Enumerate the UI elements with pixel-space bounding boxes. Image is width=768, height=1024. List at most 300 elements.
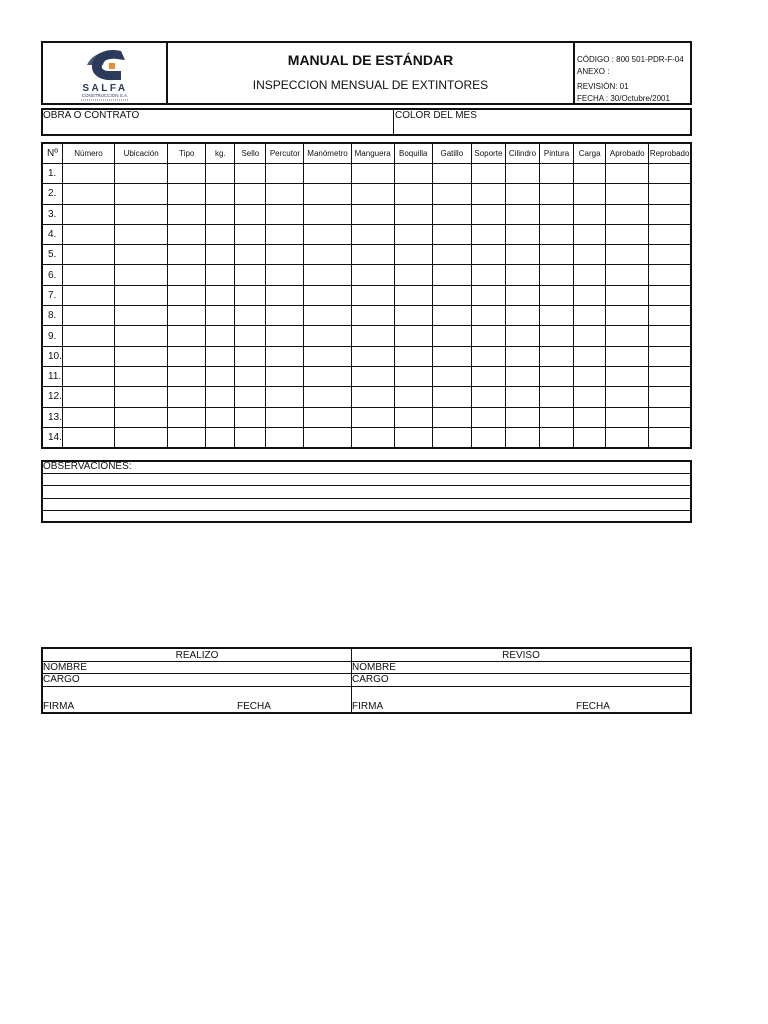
observaciones-label: OBSERVACIONES: (43, 461, 132, 472)
table-cell[interactable] (394, 326, 432, 346)
table-cell[interactable] (574, 245, 606, 265)
table-cell[interactable] (540, 366, 574, 386)
table-cell[interactable] (235, 224, 266, 244)
table-cell[interactable] (115, 224, 168, 244)
table-cell[interactable] (168, 387, 206, 407)
table-cell[interactable] (304, 245, 351, 265)
table-cell[interactable] (574, 164, 606, 184)
table-cell[interactable] (540, 387, 574, 407)
table-cell[interactable] (304, 306, 351, 326)
table-cell[interactable] (62, 407, 114, 427)
table-cell[interactable] (168, 265, 206, 285)
table-cell[interactable] (304, 427, 351, 448)
table-cell[interactable] (115, 326, 168, 346)
table-cell[interactable] (266, 427, 304, 448)
table-cell[interactable] (505, 224, 539, 244)
document-subtitle: INSPECCION MENSUAL DE EXTINTORES (252, 78, 489, 92)
table-cell[interactable] (235, 184, 266, 204)
table-row (42, 366, 691, 386)
table-cell[interactable] (432, 366, 471, 386)
table-row (42, 204, 691, 224)
table-cell[interactable] (505, 245, 539, 265)
reviso-column (352, 649, 690, 712)
table-cell[interactable] (432, 326, 471, 346)
table-cell[interactable] (540, 346, 574, 366)
table-cell[interactable] (540, 285, 574, 305)
table-cell[interactable] (505, 285, 539, 305)
table-cell[interactable] (304, 346, 351, 366)
realizo-firma-label: FIRMA (43, 701, 75, 712)
table-cell[interactable] (432, 285, 471, 305)
table-cell[interactable] (235, 366, 266, 386)
table-cell[interactable] (206, 265, 235, 285)
table-cell[interactable] (62, 387, 114, 407)
table-cell[interactable] (606, 346, 649, 366)
table-cell[interactable] (115, 204, 168, 224)
table-cell[interactable] (206, 184, 235, 204)
table-cell[interactable] (606, 245, 649, 265)
column-header: Soporte (471, 143, 505, 164)
table-cell[interactable] (432, 184, 471, 204)
table-cell[interactable] (574, 285, 606, 305)
table-cell[interactable] (574, 407, 606, 427)
table-cell[interactable] (471, 366, 505, 386)
salfa-logo-icon (43, 43, 168, 103)
table-cell[interactable] (62, 164, 114, 184)
table-cell[interactable] (574, 204, 606, 224)
table-cell[interactable] (304, 265, 351, 285)
table-cell[interactable] (62, 204, 114, 224)
table-cell[interactable] (168, 184, 206, 204)
table-cell[interactable] (540, 427, 574, 448)
table-cell[interactable] (574, 387, 606, 407)
row-number: 6. (42, 265, 62, 285)
table-cell[interactable] (235, 164, 266, 184)
table-cell[interactable] (266, 164, 304, 184)
table-cell[interactable] (394, 285, 432, 305)
table-cell[interactable] (606, 407, 649, 427)
table-cell[interactable] (505, 407, 539, 427)
table-cell[interactable] (606, 387, 649, 407)
table-cell[interactable] (471, 204, 505, 224)
table-cell[interactable] (394, 366, 432, 386)
table-cell[interactable] (206, 346, 235, 366)
table-cell[interactable] (115, 184, 168, 204)
reviso-fecha-label: FECHA (576, 701, 610, 712)
table-cell[interactable] (206, 245, 235, 265)
table-cell[interactable] (574, 184, 606, 204)
table-cell[interactable] (432, 306, 471, 326)
table-cell[interactable] (471, 285, 505, 305)
table-cell[interactable] (304, 326, 351, 346)
table-cell[interactable] (606, 427, 649, 448)
column-header: Aprobado (606, 143, 649, 164)
column-header: Boquilla (394, 143, 432, 164)
table-cell[interactable] (649, 306, 691, 326)
table-cell[interactable] (304, 184, 351, 204)
table-cell[interactable] (266, 326, 304, 346)
table-cell[interactable] (540, 265, 574, 285)
table-cell[interactable] (115, 306, 168, 326)
row-number: 11. (42, 366, 62, 386)
table-cell[interactable] (574, 224, 606, 244)
row-number: 10. (42, 346, 62, 366)
table-cell[interactable] (304, 204, 351, 224)
table-cell[interactable] (62, 366, 114, 386)
table-cell[interactable] (115, 427, 168, 448)
table-cell[interactable] (304, 387, 351, 407)
row-number: 8. (42, 306, 62, 326)
table-cell[interactable] (351, 407, 394, 427)
table-cell[interactable] (432, 346, 471, 366)
table-cell[interactable] (266, 204, 304, 224)
observaciones-line (43, 498, 690, 499)
table-cell[interactable] (394, 407, 432, 427)
table-row (42, 184, 691, 204)
table-cell[interactable] (649, 346, 691, 366)
row-number: 5. (42, 245, 62, 265)
table-cell[interactable] (266, 285, 304, 305)
table-cell[interactable] (471, 224, 505, 244)
obra-contrato-label: OBRA O CONTRATO (43, 110, 140, 121)
table-cell[interactable] (115, 285, 168, 305)
table-cell[interactable] (606, 326, 649, 346)
column-header: kg. (206, 143, 235, 164)
table-cell[interactable] (505, 306, 539, 326)
table-cell[interactable] (471, 245, 505, 265)
table-cell[interactable] (115, 265, 168, 285)
document-title: MANUAL DE ESTÁNDAR (287, 52, 454, 68)
table-cell[interactable] (649, 164, 691, 184)
table-cell[interactable] (574, 346, 606, 366)
realizo-column (43, 649, 352, 712)
table-cell[interactable] (606, 306, 649, 326)
table-cell[interactable] (235, 245, 266, 265)
table-cell[interactable] (62, 245, 114, 265)
table-cell[interactable] (649, 285, 691, 305)
reviso-nombre-label: NOMBRE (352, 662, 396, 673)
table-row (42, 285, 691, 305)
table-cell[interactable] (235, 285, 266, 305)
table-cell[interactable] (540, 407, 574, 427)
table-row (42, 427, 691, 448)
table-cell[interactable] (471, 164, 505, 184)
table-cell[interactable] (115, 407, 168, 427)
table-cell[interactable] (471, 407, 505, 427)
column-header: Sello (235, 143, 266, 164)
table-cell[interactable] (540, 164, 574, 184)
svg-text:SALFA: SALFA (82, 83, 128, 94)
table-cell[interactable] (432, 245, 471, 265)
table-cell[interactable] (304, 407, 351, 427)
table-cell[interactable] (471, 427, 505, 448)
table-cell[interactable] (235, 306, 266, 326)
table-cell[interactable] (649, 265, 691, 285)
table-cell[interactable] (649, 224, 691, 244)
table-cell[interactable] (432, 164, 471, 184)
table-cell[interactable] (266, 245, 304, 265)
table-cell[interactable] (168, 224, 206, 244)
row-number: 13. (42, 407, 62, 427)
table-cell[interactable] (168, 346, 206, 366)
column-header: Número (62, 143, 114, 164)
table-cell[interactable] (540, 326, 574, 346)
table-cell[interactable] (206, 164, 235, 184)
observaciones-line (43, 485, 690, 486)
table-row (42, 346, 691, 366)
table-cell[interactable] (649, 245, 691, 265)
column-header: Tipo (168, 143, 206, 164)
table-cell[interactable] (266, 265, 304, 285)
inspection-table (41, 142, 692, 449)
table-cell[interactable] (351, 184, 394, 204)
column-header: Ubicación (115, 143, 168, 164)
table-cell[interactable] (62, 346, 114, 366)
table-row (42, 326, 691, 346)
table-cell[interactable] (574, 326, 606, 346)
table-cell[interactable] (649, 184, 691, 204)
table-cell[interactable] (115, 245, 168, 265)
table-row (42, 306, 691, 326)
table-cell[interactable] (606, 204, 649, 224)
table-cell[interactable] (351, 326, 394, 346)
column-header: Gatillo (432, 143, 471, 164)
observaciones-line (43, 473, 690, 474)
table-cell[interactable] (266, 407, 304, 427)
table-cell[interactable] (606, 224, 649, 244)
table-cell[interactable] (206, 285, 235, 305)
table-cell[interactable] (505, 184, 539, 204)
column-header: Carga (574, 143, 606, 164)
table-cell[interactable] (471, 387, 505, 407)
table-cell[interactable] (606, 265, 649, 285)
table-cell[interactable] (168, 407, 206, 427)
obra-row (41, 108, 692, 136)
table-cell[interactable] (540, 306, 574, 326)
column-header: Pintura (540, 143, 574, 164)
signature-block (41, 647, 692, 714)
row-number: 9. (42, 326, 62, 346)
table-cell[interactable] (235, 346, 266, 366)
table-cell[interactable] (62, 265, 114, 285)
table-cell[interactable] (394, 164, 432, 184)
table-cell[interactable] (351, 224, 394, 244)
column-header: Nº (42, 143, 62, 164)
row-number: 2. (42, 184, 62, 204)
table-cell[interactable] (649, 366, 691, 386)
table-cell[interactable] (432, 265, 471, 285)
table-cell[interactable] (649, 204, 691, 224)
table-cell[interactable] (235, 427, 266, 448)
table-cell[interactable] (351, 265, 394, 285)
table-cell[interactable] (606, 285, 649, 305)
fecha-field: FECHA : 30/Octubre/2001 (577, 94, 670, 103)
document-header (41, 41, 692, 105)
table-cell[interactable] (206, 366, 235, 386)
table-cell[interactable] (574, 306, 606, 326)
table-cell[interactable] (235, 265, 266, 285)
table-cell[interactable] (235, 204, 266, 224)
table-row (42, 164, 691, 184)
table-cell[interactable] (505, 265, 539, 285)
table-cell[interactable] (574, 265, 606, 285)
company-logo (43, 43, 168, 103)
table-cell[interactable] (62, 427, 114, 448)
table-cell[interactable] (266, 387, 304, 407)
document-meta (575, 43, 690, 103)
column-header: Reprobado (649, 143, 691, 164)
table-cell[interactable] (540, 204, 574, 224)
table-cell[interactable] (266, 346, 304, 366)
table-cell[interactable] (168, 306, 206, 326)
table-cell[interactable] (606, 184, 649, 204)
table-cell[interactable] (432, 224, 471, 244)
revision-field: REVISIÓN: 01 (577, 82, 629, 91)
table-cell[interactable] (394, 204, 432, 224)
table-cell[interactable] (351, 306, 394, 326)
table-cell[interactable] (206, 407, 235, 427)
table-cell[interactable] (471, 326, 505, 346)
table-cell[interactable] (206, 306, 235, 326)
table-cell[interactable] (62, 306, 114, 326)
table-cell[interactable] (206, 326, 235, 346)
table-cell[interactable] (304, 224, 351, 244)
table-cell[interactable] (574, 427, 606, 448)
table-cell[interactable] (266, 366, 304, 386)
table-cell[interactable] (432, 427, 471, 448)
table-cell[interactable] (505, 427, 539, 448)
table-cell[interactable] (62, 184, 114, 204)
table-cell[interactable] (394, 306, 432, 326)
table-cell[interactable] (505, 366, 539, 386)
table-cell[interactable] (235, 387, 266, 407)
row-divider (43, 673, 351, 674)
anexo-field: ANEXO : (577, 67, 610, 76)
table-cell[interactable] (206, 224, 235, 244)
table-cell[interactable] (304, 285, 351, 305)
row-number: 7. (42, 285, 62, 305)
table-row (42, 407, 691, 427)
table-cell[interactable] (168, 326, 206, 346)
table-cell[interactable] (351, 164, 394, 184)
table-cell[interactable] (394, 427, 432, 448)
row-number: 3. (42, 204, 62, 224)
table-cell[interactable] (394, 224, 432, 244)
table-cell[interactable] (471, 346, 505, 366)
row-number: 4. (42, 224, 62, 244)
column-header: Cilindro (505, 143, 539, 164)
table-cell[interactable] (351, 204, 394, 224)
table-cell[interactable] (505, 204, 539, 224)
table-cell[interactable] (115, 387, 168, 407)
table-cell[interactable] (394, 245, 432, 265)
table-cell[interactable] (206, 427, 235, 448)
table-cell[interactable] (235, 407, 266, 427)
table-cell[interactable] (505, 387, 539, 407)
table-cell[interactable] (540, 245, 574, 265)
reviso-label: REVISO (502, 650, 540, 661)
table-cell[interactable] (304, 366, 351, 386)
table-row (42, 265, 691, 285)
table-cell[interactable] (266, 306, 304, 326)
row-divider (352, 686, 690, 687)
table-cell[interactable] (606, 164, 649, 184)
row-divider (352, 673, 690, 674)
realizo-cargo-label: CARGO (43, 674, 80, 685)
table-header-row (42, 143, 691, 164)
table-cell[interactable] (649, 427, 691, 448)
table-cell[interactable] (505, 164, 539, 184)
table-cell[interactable] (394, 184, 432, 204)
table-cell[interactable] (432, 407, 471, 427)
table-cell[interactable] (351, 427, 394, 448)
table-cell[interactable] (168, 366, 206, 386)
observaciones-box (41, 460, 692, 523)
table-cell[interactable] (168, 204, 206, 224)
row-divider (43, 661, 351, 662)
table-cell[interactable] (115, 346, 168, 366)
row-number: 1. (42, 164, 62, 184)
table-cell[interactable] (505, 326, 539, 346)
table-cell[interactable] (115, 366, 168, 386)
table-cell[interactable] (394, 346, 432, 366)
table-cell[interactable] (115, 164, 168, 184)
obra-separator (393, 110, 394, 134)
table-cell[interactable] (168, 164, 206, 184)
table-cell[interactable] (168, 245, 206, 265)
table-cell[interactable] (471, 265, 505, 285)
realizo-label: REALIZO (175, 650, 219, 661)
table-cell[interactable] (351, 346, 394, 366)
table-cell[interactable] (505, 346, 539, 366)
table-cell[interactable] (351, 387, 394, 407)
table-cell[interactable] (304, 164, 351, 184)
table-cell[interactable] (351, 285, 394, 305)
table-cell[interactable] (432, 387, 471, 407)
table-cell[interactable] (394, 387, 432, 407)
observaciones-line (43, 510, 690, 511)
table-cell[interactable] (540, 184, 574, 204)
table-cell[interactable] (62, 326, 114, 346)
table-cell[interactable] (62, 285, 114, 305)
table-cell[interactable] (168, 285, 206, 305)
table-cell[interactable] (432, 204, 471, 224)
realizo-fecha-label: FECHA (237, 701, 271, 712)
table-cell[interactable] (649, 326, 691, 346)
table-cell[interactable] (235, 326, 266, 346)
table-cell[interactable] (606, 366, 649, 386)
table-cell[interactable] (649, 387, 691, 407)
table-cell[interactable] (649, 407, 691, 427)
title-block (168, 43, 575, 103)
svg-text:CONSTRUCCION S.A.: CONSTRUCCION S.A. (81, 93, 129, 98)
table-cell[interactable] (206, 387, 235, 407)
table-cell[interactable] (206, 204, 235, 224)
table-cell[interactable] (351, 366, 394, 386)
table-row (42, 245, 691, 265)
table-cell[interactable] (471, 306, 505, 326)
table-cell[interactable] (351, 245, 394, 265)
table-cell[interactable] (471, 184, 505, 204)
table-cell[interactable] (266, 224, 304, 244)
table-cell[interactable] (168, 427, 206, 448)
table-cell[interactable] (266, 184, 304, 204)
table-cell[interactable] (574, 366, 606, 386)
table-cell[interactable] (62, 224, 114, 244)
color-mes-label: COLOR DEL MES (395, 110, 477, 121)
table-cell[interactable] (394, 265, 432, 285)
table-cell[interactable] (540, 224, 574, 244)
